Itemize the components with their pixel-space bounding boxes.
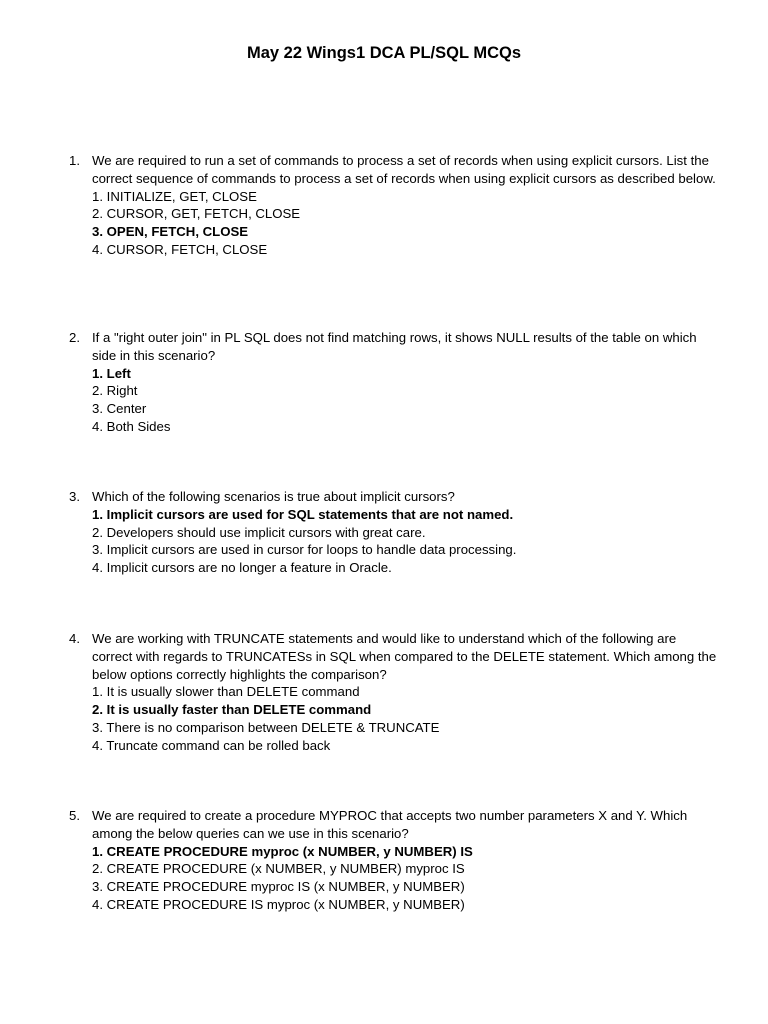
answer-option: 4. Both Sides xyxy=(92,418,171,434)
answer-option: 2. CURSOR, GET, FETCH, CLOSE xyxy=(92,206,301,222)
answer-option: 4. CURSOR, FETCH, CLOSE xyxy=(92,241,268,257)
question-number: 2. xyxy=(69,330,80,345)
question-item xyxy=(69,329,719,436)
question-item xyxy=(69,630,719,755)
answer-option: 2. Right xyxy=(92,383,138,399)
question-body xyxy=(92,488,719,577)
question-item xyxy=(69,152,719,259)
answer-option: 3. Center xyxy=(92,401,147,417)
answer-option: 3. Implicit cursors are used in cursor for loops to handle data processing. xyxy=(92,542,517,558)
answer-option: 4. CREATE PROCEDURE IS myproc (x NUMBER, y NUMBER) xyxy=(92,896,465,912)
question-number: 5. xyxy=(69,808,80,823)
answer-option: 3. CREATE PROCEDURE myproc IS (x NUMBER, y NUMBER) xyxy=(92,879,465,895)
question-number: 1. xyxy=(69,153,80,168)
question-text: We are required to create a procedure MYPROC that accepts two number parameters X and Y. Which among the below queries can we use in this scenario? xyxy=(92,808,688,841)
answer-option: 4. Truncate command can be rolled back xyxy=(92,737,331,753)
question-body xyxy=(92,329,719,436)
answer-option-correct: 1. Left xyxy=(92,365,131,381)
answer-option: 4. Implicit cursors are no longer a feature in Oracle. xyxy=(92,560,392,576)
answer-option-correct: 1. Implicit cursors are used for SQL statements that are not named. xyxy=(92,506,514,522)
answer-option: 1. INITIALIZE, GET, CLOSE xyxy=(92,188,257,204)
answer-option: 2. CREATE PROCEDURE (x NUMBER, y NUMBER) myproc IS xyxy=(92,861,465,877)
answer-option-correct: 2. It is usually faster than DELETE command xyxy=(92,702,372,718)
question-text: If a "right outer join" in PL SQL does not find matching rows, it shows NULL results of the table on which side in this scenario? xyxy=(92,330,697,363)
answer-option: 2. Developers should use implicit cursors with great care. xyxy=(92,524,426,540)
question-body xyxy=(92,630,719,755)
answer-option-correct: 1. CREATE PROCEDURE myproc (x NUMBER, y NUMBER) IS xyxy=(92,843,473,859)
page-title: May 22 Wings1 DCA PL/SQL MCQs xyxy=(247,44,521,62)
question-item xyxy=(69,807,719,914)
answer-option: 3. There is no comparison between DELETE & TRUNCATE xyxy=(92,719,440,735)
question-body xyxy=(92,807,719,914)
question-number: 3. xyxy=(69,489,80,504)
question-number: 4. xyxy=(69,631,80,646)
question-text: Which of the following scenarios is true about implicit cursors? xyxy=(92,489,455,504)
question-text: We are required to run a set of commands to process a set of records when using explicit cursors. List the correct sequence of commands to process a set of records when using explicit cursors as described below. xyxy=(92,153,716,186)
answer-option: 1. It is usually slower than DELETE command xyxy=(92,684,360,700)
question-body xyxy=(92,152,719,259)
question-text: We are working with TRUNCATE statements and would like to understand which of the following are correct with regards to TRUNCATESs in SQL when compared to the DELETE statement. Which among the below options correctly highlights the comparison? xyxy=(92,631,717,682)
question-item xyxy=(69,488,719,577)
answer-option-correct: 3. OPEN, FETCH, CLOSE xyxy=(92,224,249,240)
